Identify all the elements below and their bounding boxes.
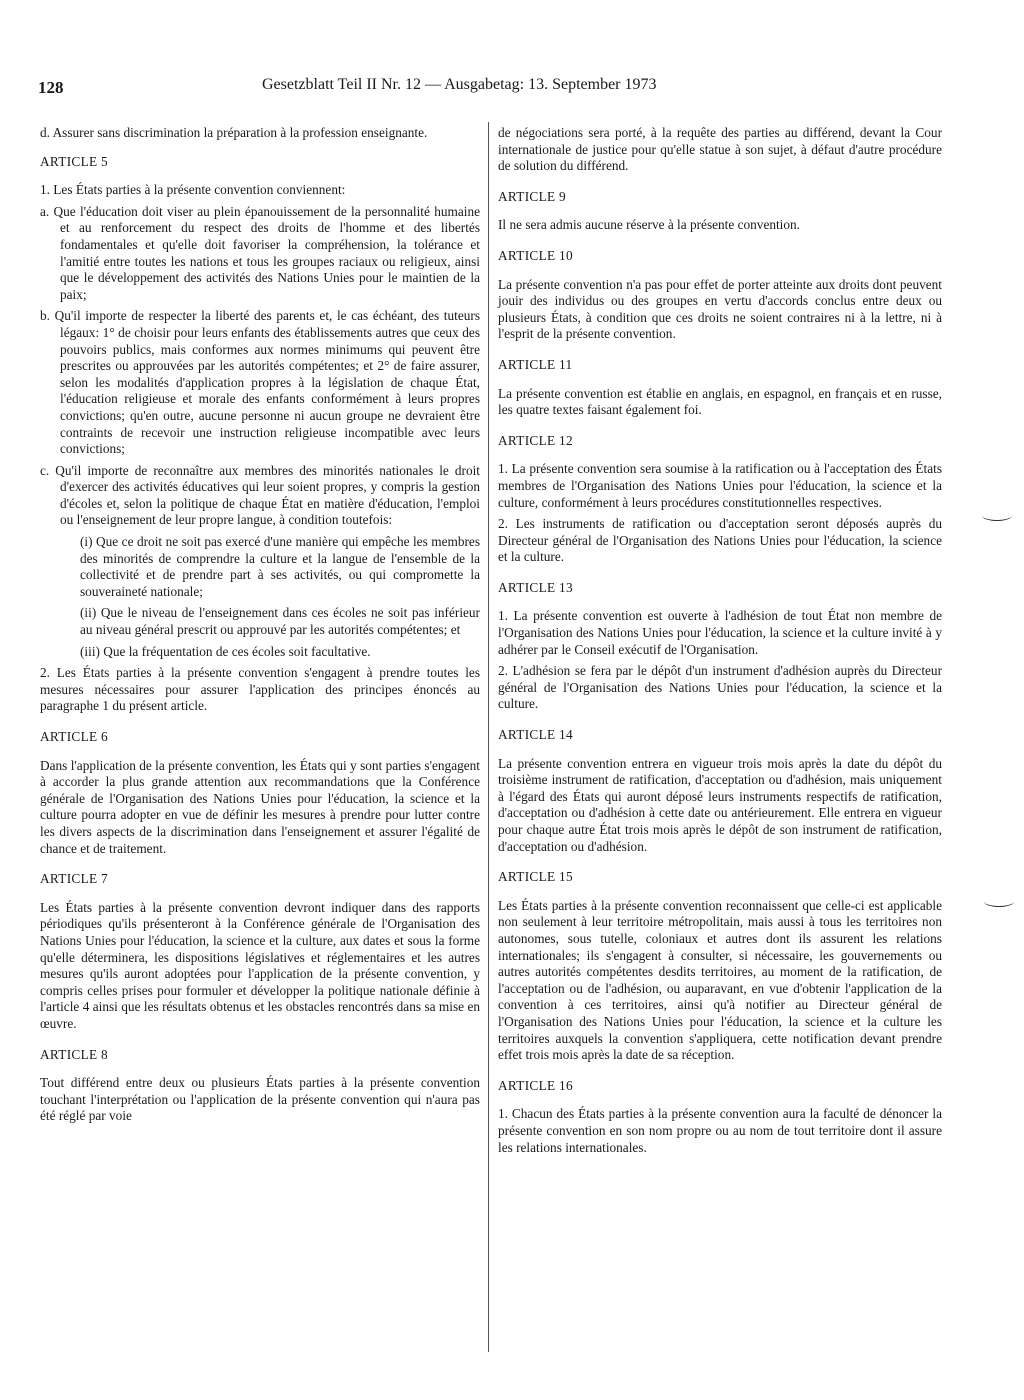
margin-mark bbox=[984, 896, 1014, 907]
article-10-heading: ARTICLE 10 bbox=[498, 247, 573, 263]
article-10-text: La présente convention n'a pas pour effet de porter atteinte aux droits dont peuvent jouir des individus ou des groupes en vertu d'accords conclus entre deux ou plusieurs États, à condition que ces droits ne soient contraires ni à la lettre, ni à l'esprit de la présente convention. bbox=[498, 276, 942, 342]
column-divider bbox=[488, 122, 489, 1352]
article-5-subitem-iii: (iii) Que la fréquentation de ces écoles soit facultative. bbox=[80, 643, 371, 659]
article-13-paragraph-2: 2. L'adhésion se fera par le dépôt d'un instrument d'adhésion auprès du Directeur général de l'Organisation des Nations Unies pour l'éducation, la science et la culture. bbox=[498, 663, 942, 712]
article-5-item-b: b. Qu'il importe de respecter la liberté des parents et, le cas échéant, des tuteurs légaux: 1° de choisir pour leurs enfants des établissements autres que ceux des pouvoirs publics, mais conformes aux normes minimums qui peuvent être prescrites ou approuvées par les autorités compétentes; et 2° de faire assurer, selon les modalités d'application propres à la législation de chaque État, l'éducation religieuse et morale des enfants conformément à leurs propres convictions; qu'en outre, aucune personne ni aucun groupe ne devraient être contraints de recevoir une instruction religieuse incompatible avec leurs convictions; bbox=[40, 308, 480, 457]
right-column bbox=[498, 125, 942, 1161]
article-8-text: Tout différend entre deux ou plusieurs États parties à la présente convention touchant l'interprétation ou l'application de la présente convention qui n'aura pas été réglé par voie bbox=[40, 1075, 480, 1124]
article-15-heading: ARTICLE 15 bbox=[498, 869, 573, 885]
article-5-subitem-ii: (ii) Que le niveau de l'enseignement dans ces écoles ne soit pas inférieur au niveau général prescrit ou approuvé par les autorités compétentes; et bbox=[80, 605, 480, 638]
article-16-paragraph-1: 1. Chacun des États parties à la présente convention aura la faculté de dénoncer la présente convention en son nom propre ou au nom de tout territoire dont il assure les relations internationales. bbox=[498, 1106, 942, 1155]
article-13-heading: ARTICLE 13 bbox=[498, 579, 573, 595]
article-12-paragraph-1: 1. La présente convention sera soumise à la ratification ou à l'acceptation des États membres de l'Organisation des Nations Unies pour l'éducation, la science et la culture, conformément à leurs procédures constitutionnelles respectives. bbox=[498, 461, 942, 510]
article-16-heading: ARTICLE 16 bbox=[498, 1077, 573, 1093]
article-9-heading: ARTICLE 9 bbox=[498, 188, 567, 204]
article-8-heading: ARTICLE 8 bbox=[40, 1046, 109, 1062]
article-11-heading: ARTICLE 11 bbox=[498, 356, 573, 372]
article-5-paragraph-1: 1. Les États parties à la présente convention conviennent: bbox=[40, 182, 346, 198]
article-14-text: La présente convention entrera en vigueur trois mois après la date du dépôt du troisième instrument de ratification, d'acceptation ou d'adhésion, mais uniquement à l'égard des États qui auront déposé leurs instruments respectifs de ratification, d'acceptation ou d'adhésion à cette date ou antérieurement. Elle entrera en vigueur pour chaque autre État trois mois après le dépôt de son instrument de ratification, d'acceptation ou d'adhésion. bbox=[498, 755, 942, 854]
article-5-subitem-i: (i) Que ce droit ne soit pas exercé d'une manière qui empêche les membres des minorités de comprendre la culture et la langue de l'ensemble de la collectivité et de prendre part à ses activités, ou qui compromette la souveraineté nationale; bbox=[80, 534, 480, 599]
article-12-paragraph-2: 2. Les instruments de ratification ou d'acceptation seront déposés auprès du Directeur général de l'Organisation des Nations Unies pour l'éducation, la science et la culture. bbox=[498, 516, 942, 565]
article-5-heading: ARTICLE 5 bbox=[40, 153, 109, 169]
article-5-item-a: a. Que l'éducation doit viser au plein épanouissement de la personnalité humaine et au renforcement du respect des droits de l'homme et des libertés fondamentales et qu'elle doit favoriser la compréhension, la tolérance et l'amitié entre toutes les nations et tous les groupes raciaux ou religieux, ainsi que le développement des activités des Nations Unies pour le maintien de la paix; bbox=[40, 203, 480, 302]
article-13-paragraph-1: 1. La présente convention est ouverte à l'adhésion de tout État non membre de l'Organisation des Nations Unies pour l'éducation, la science et la culture invité à y adhérer par le Conseil exécutif de l'Organisation. bbox=[498, 608, 942, 657]
article-5-paragraph-2: 2. Les États parties à la présente convention s'engagent à prendre toutes les mesures nécessaires pour assurer l'application des principes énoncés au paragraphe 1 du présent article. bbox=[40, 665, 480, 714]
article-8-continued: de négociations sera porté, à la requête des parties au différend, devant la Cour internationale de justice pour qu'elle statue à son sujet, à défaut d'autre procédure de solution du différend. bbox=[498, 125, 942, 174]
page-header bbox=[38, 76, 978, 100]
article-12-heading: ARTICLE 12 bbox=[498, 432, 573, 448]
article-7-heading: ARTICLE 7 bbox=[40, 871, 109, 887]
article-7-text: Les États parties à la présente convention devront indiquer dans des rapports périodiques qu'ils présenteront à la Conférence générale de l'Organisation des Nations Unies pour l'éducation, la science et la culture, aux dates et sous la forme qu'elle déterminera, les dispositions législatives et réglementaires et les autres mesures qu'ils auront adoptées pour l'application de la présente convention, y compris celles prises pour formuler et développer la politique nationale définie à l'article 4 ainsi que les résultats obtenus et les obstacles rencontrés dans sa mise en œuvre. bbox=[40, 899, 480, 1031]
page-number: 128 bbox=[38, 78, 64, 97]
article-11-text: La présente convention est établie en anglais, en espagnol, en français et en russe, les quatre textes faisant également foi. bbox=[498, 385, 942, 418]
article-5-item-c: c. Qu'il importe de reconnaître aux membres des minorités nationales le droit d'exercer des activités éducatives qui leur soient propres, y compris la gestion d'écoles et, selon la politique de chaque État en matière d'éducation, l'emploi ou l'enseignement de leur propre langue, à condition toutefois: bbox=[40, 462, 480, 528]
item-d: d. Assurer sans discrimination la préparation à la profession enseignante. bbox=[40, 125, 428, 140]
article-6-text: Dans l'application de la présente convention, les États qui y sont parties s'engagent à accorder la plus grande attention aux recommandations que la Conférence générale de l'Organisation des Nations Unies pour l'éducation, la science et la culture pourra adopter en vue de définir les mesures à prendre pour lutter contre les divers aspects de la discrimination dans l'enseignement et assurer l'égalité de chance et de traitement. bbox=[40, 757, 480, 856]
article-6-heading: ARTICLE 6 bbox=[40, 729, 109, 744]
margin-mark bbox=[982, 510, 1012, 521]
article-14-heading: ARTICLE 14 bbox=[498, 727, 573, 743]
header-title: Gesetzblatt Teil II Nr. 12 — Ausgabetag: 13. September 1973 bbox=[262, 76, 657, 93]
article-15-text: Les États parties à la présente convention reconnaissent que celle-ci est applicable non seulement à leur territoire métropolitain, mais aussi à tous les territoires non autonomes, sous tutelle, coloniaux et autres dont ils assurent les relations internationales; ils s'engagent à consulter, si nécessaire, les gouvernements ou autres autorités compétentes desdits territoires, au moment de la ratification, de l'acceptation ou de l'adhésion, ou auparavant, en vue d'obtenir l'application de la convention à ces territoires, ainsi qu'à notifier au Directeur général de l'Organisation des Nations Unies pour l'éducation, la science et la culture les territoires auxquels la convention s'appliquera, cette notification devant prendre effet trois mois après la date de sa réception. bbox=[498, 897, 942, 1063]
left-column bbox=[40, 125, 480, 1130]
article-9-text: Il ne sera admis aucune réserve à la présente convention. bbox=[498, 217, 800, 233]
